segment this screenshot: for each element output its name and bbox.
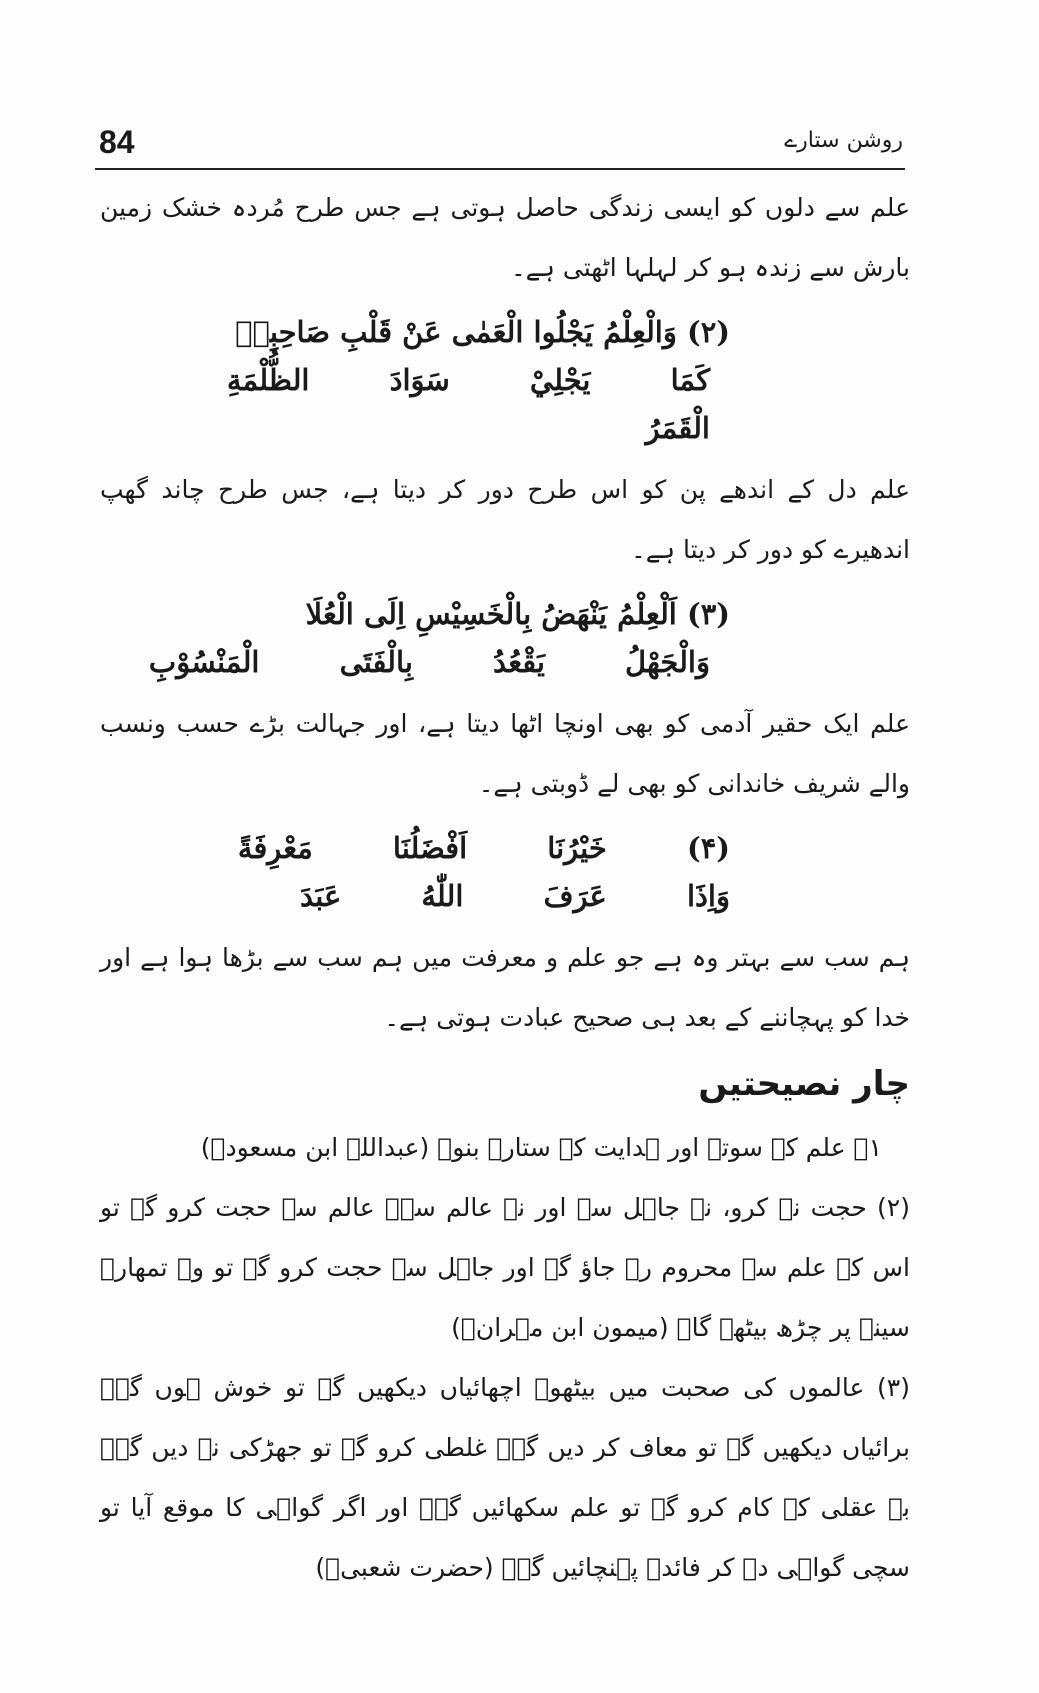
verse-2-line-1: (۲) وَالْعِلْمُ يَجْلُوا الْعَمٰى عَنْ قَلْبِ صَاحِبِهٖ [235,315,730,349]
verse-4-line-1: (۴) خَيْرُنَا اَفْضَلُنَا مَعْرِفَةً [237,831,730,865]
verse-3 [100,590,910,686]
page-number: 84 [99,124,135,160]
verse-2-translation: علم دل کے اندھے پن کو اس طرح دور کر دیتا ہے، جس طرح چاند گھپ اندھیرے کو دور کر دیتا ہے۔ [100,475,910,564]
advice-1: ۱۔ علم کے سوتے اور ہدایت کے ستارے بنو۔ (عبداللہ ابن مسعودؓ) [200,1133,882,1162]
verse-4 [100,824,910,920]
intro-paragraph: علم سے دلوں کو ایسی زندگی حاصل ہوتی ہے جس طرح مُردہ خشک زمین بارش سے زندہ ہو کر لہلہا اٹھتی ہے۔ [100,193,910,282]
verse-3-line-1: (۳) اَلْعِلْمُ يَنْهَضُ بِالْخَسِيْسِ اِلَى الْعُلَا [305,597,730,631]
verse-3-line-2: وَالْجَهْلُ يَقْعُدُ بِالْفَتَى الْمَنْسُوْبِ [148,645,710,679]
book-title: روشن ستارے [784,128,903,153]
page-content [100,178,910,1598]
verse-4-translation: ہم سب سے بہتر وہ ہے جو علم و معرفت میں ہم سب سے بڑھا ہوا ہے اور خدا کو پہچاننے کے بعد ہی صحیح عبادت ہوتی ہے۔ [100,943,910,1032]
page-header [95,120,905,170]
section-heading: چار نصیحتیں [698,1064,910,1104]
verse-4-line-2: وَاِذَا عَرَفَ اللّٰهُ عَبَدَ [299,879,730,913]
verse-3-translation: علم ایک حقیر آدمی کو بھی اونچا اٹھا دیتا ہے، اور جہالت بڑے حسب ونسب والے شریف خاندانی کو بھی لے ڈوبتی ہے۔ [100,709,910,798]
verse-2-line-2: كَمَا يَجْلِيْ سَوَادَ الظُّلْمَةِ الْقَمَرُ [226,363,710,445]
advice-2: (۲) حجت نہ کرو، نہ جاہل سے اور نہ عالم سے۔ عالم سے حجت کرو گے تو اس کے علم سے محروم رہ جاؤ گے اور جاہل سے حجت کرو گے تو وہ تمھارے سینے پر چڑھ بیٹھے گا۔ (میمون ابن مہرانؒ) [100,1193,910,1342]
verse-2 [100,308,910,452]
advice-3: (۳) عالموں کی صحبت میں بیٹھو۔ اچھائیاں دیکھیں گے تو خوش ہوں گے۔ برائیاں دیکھیں گے تو معاف کر دیں گے۔ غلطی کرو گے تو جھڑکی نہ دیں گے۔ بے عقلی کے کام کرو گے تو علم سکھائیں گے۔ اور اگر گواہی کا موقع آیا تو سچی گواہی دے کر فائدہ پہنچائیں گے۔ (حضرت شعبیؒ) [100,1373,910,1582]
